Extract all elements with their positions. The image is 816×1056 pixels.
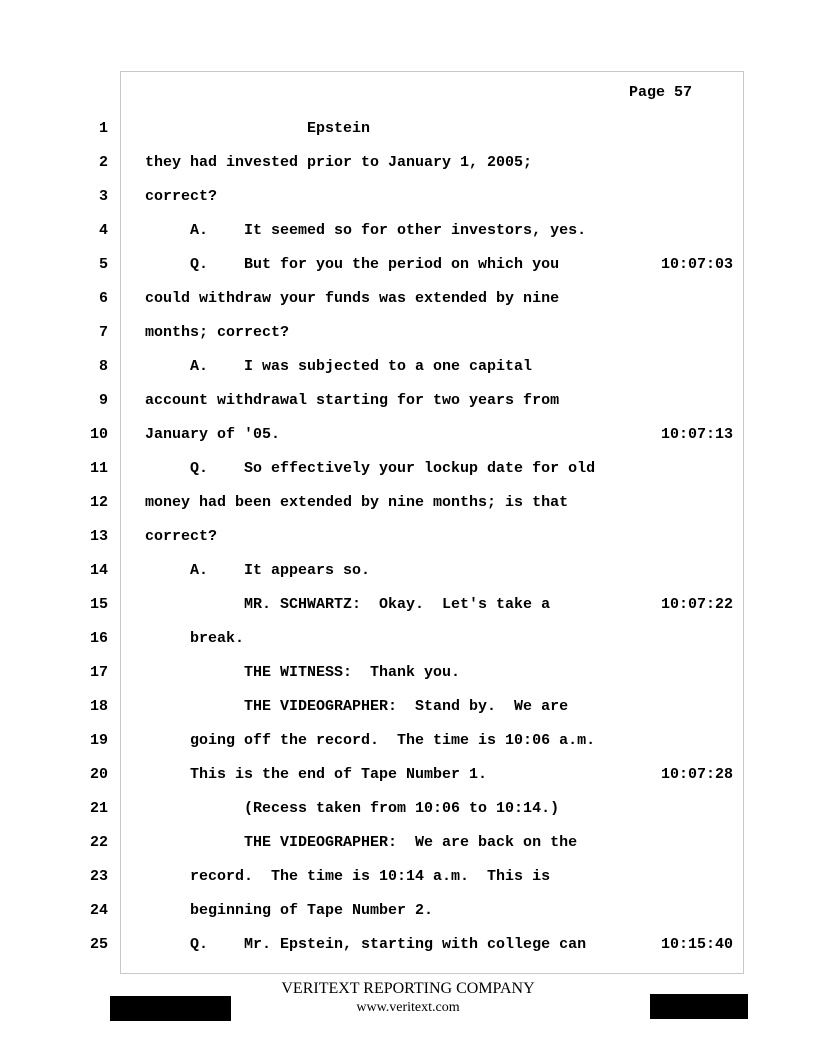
transcript-line xyxy=(0,698,816,718)
line-number: 16 xyxy=(89,630,108,647)
line-number: 5 xyxy=(98,256,108,273)
transcript-line xyxy=(0,358,816,378)
line-text: money had been extended by nine months; is that xyxy=(145,494,569,511)
line-number: 9 xyxy=(98,392,108,409)
line-text: record. The time is 10:14 a.m. This is xyxy=(145,868,551,885)
transcript-line xyxy=(0,392,816,412)
line-number: 3 xyxy=(98,188,108,205)
line-number: 18 xyxy=(89,698,108,715)
line-text: Q. So effectively your lockup date for old xyxy=(145,460,596,477)
line-number: 23 xyxy=(89,868,108,885)
transcript-line xyxy=(0,936,816,956)
line-text: correct? xyxy=(145,528,218,545)
transcript-line xyxy=(0,902,816,922)
transcript-line xyxy=(0,324,816,344)
line-text: break. xyxy=(145,630,245,647)
transcript-line xyxy=(0,664,816,684)
line-number: 15 xyxy=(89,596,108,613)
line-text: Q. Mr. Epstein, starting with college can xyxy=(145,936,587,953)
footer-url: www.veritext.com xyxy=(356,1000,460,1015)
line-number: 20 xyxy=(89,766,108,783)
redaction-left xyxy=(110,996,231,1021)
line-text: Q. But for you the period on which you xyxy=(145,256,560,273)
line-number: 4 xyxy=(98,222,108,239)
timestamp: 10:07:13 xyxy=(661,426,734,443)
transcript-line xyxy=(0,528,816,548)
line-number: 21 xyxy=(89,800,108,817)
line-text: January of '05. xyxy=(145,426,281,443)
transcript-line xyxy=(0,562,816,582)
timestamp: 10:07:28 xyxy=(661,766,734,783)
line-number: 13 xyxy=(89,528,108,545)
line-text: they had invested prior to January 1, 2005; xyxy=(145,154,533,171)
line-text: THE VIDEOGRAPHER: We are back on the xyxy=(145,834,578,851)
line-text: account withdrawal starting for two years from xyxy=(145,392,560,409)
line-text: A. It appears so. xyxy=(145,562,371,579)
page-number: Page 57 xyxy=(629,84,693,101)
line-number: 8 xyxy=(98,358,108,375)
line-text: THE WITNESS: Thank you. xyxy=(145,664,461,681)
line-text: going off the record. The time is 10:06 a.m. xyxy=(145,732,596,749)
line-text: THE VIDEOGRAPHER: Stand by. We are xyxy=(145,698,569,715)
line-text: correct? xyxy=(145,188,218,205)
line-text: This is the end of Tape Number 1. xyxy=(145,766,488,783)
line-text: Epstein xyxy=(145,120,371,137)
line-number: 24 xyxy=(89,902,108,919)
line-text: months; correct? xyxy=(145,324,290,341)
transcript-line xyxy=(0,188,816,208)
transcript-line xyxy=(0,494,816,514)
timestamp: 10:15:40 xyxy=(661,936,734,953)
line-text: A. It seemed so for other investors, yes. xyxy=(145,222,587,239)
line-number: 14 xyxy=(89,562,108,579)
transcript-line xyxy=(0,290,816,310)
line-number: 19 xyxy=(89,732,108,749)
transcript-line xyxy=(0,800,816,820)
transcript-line xyxy=(0,154,816,174)
timestamp: 10:07:22 xyxy=(661,596,734,613)
transcript-line xyxy=(0,426,816,446)
line-number: 25 xyxy=(89,936,108,953)
line-text: could withdraw your funds was extended by nine xyxy=(145,290,560,307)
line-number: 2 xyxy=(98,154,108,171)
line-number: 6 xyxy=(98,290,108,307)
line-number: 10 xyxy=(89,426,108,443)
transcript-line xyxy=(0,868,816,888)
line-text: beginning of Tape Number 2. xyxy=(145,902,434,919)
transcript-line xyxy=(0,460,816,480)
line-text: MR. SCHWARTZ: Okay. Let's take a xyxy=(145,596,551,613)
transcript-line xyxy=(0,596,816,616)
redaction-right xyxy=(650,994,748,1019)
line-number: 22 xyxy=(89,834,108,851)
transcript-line xyxy=(0,120,816,140)
transcript-line xyxy=(0,222,816,242)
transcript-line xyxy=(0,766,816,786)
line-number: 11 xyxy=(89,460,108,477)
transcript-line xyxy=(0,630,816,650)
line-text: A. I was subjected to a one capital xyxy=(145,358,533,375)
line-number: 7 xyxy=(98,324,108,341)
transcript-line xyxy=(0,834,816,854)
line-number: 12 xyxy=(89,494,108,511)
line-text: (Recess taken from 10:06 to 10:14.) xyxy=(145,800,560,817)
timestamp: 10:07:03 xyxy=(661,256,734,273)
transcript-line xyxy=(0,732,816,752)
line-number: 1 xyxy=(98,120,108,137)
transcript-line xyxy=(0,256,816,276)
footer-company: VERITEXT REPORTING COMPANY xyxy=(281,980,535,997)
line-number: 17 xyxy=(89,664,108,681)
